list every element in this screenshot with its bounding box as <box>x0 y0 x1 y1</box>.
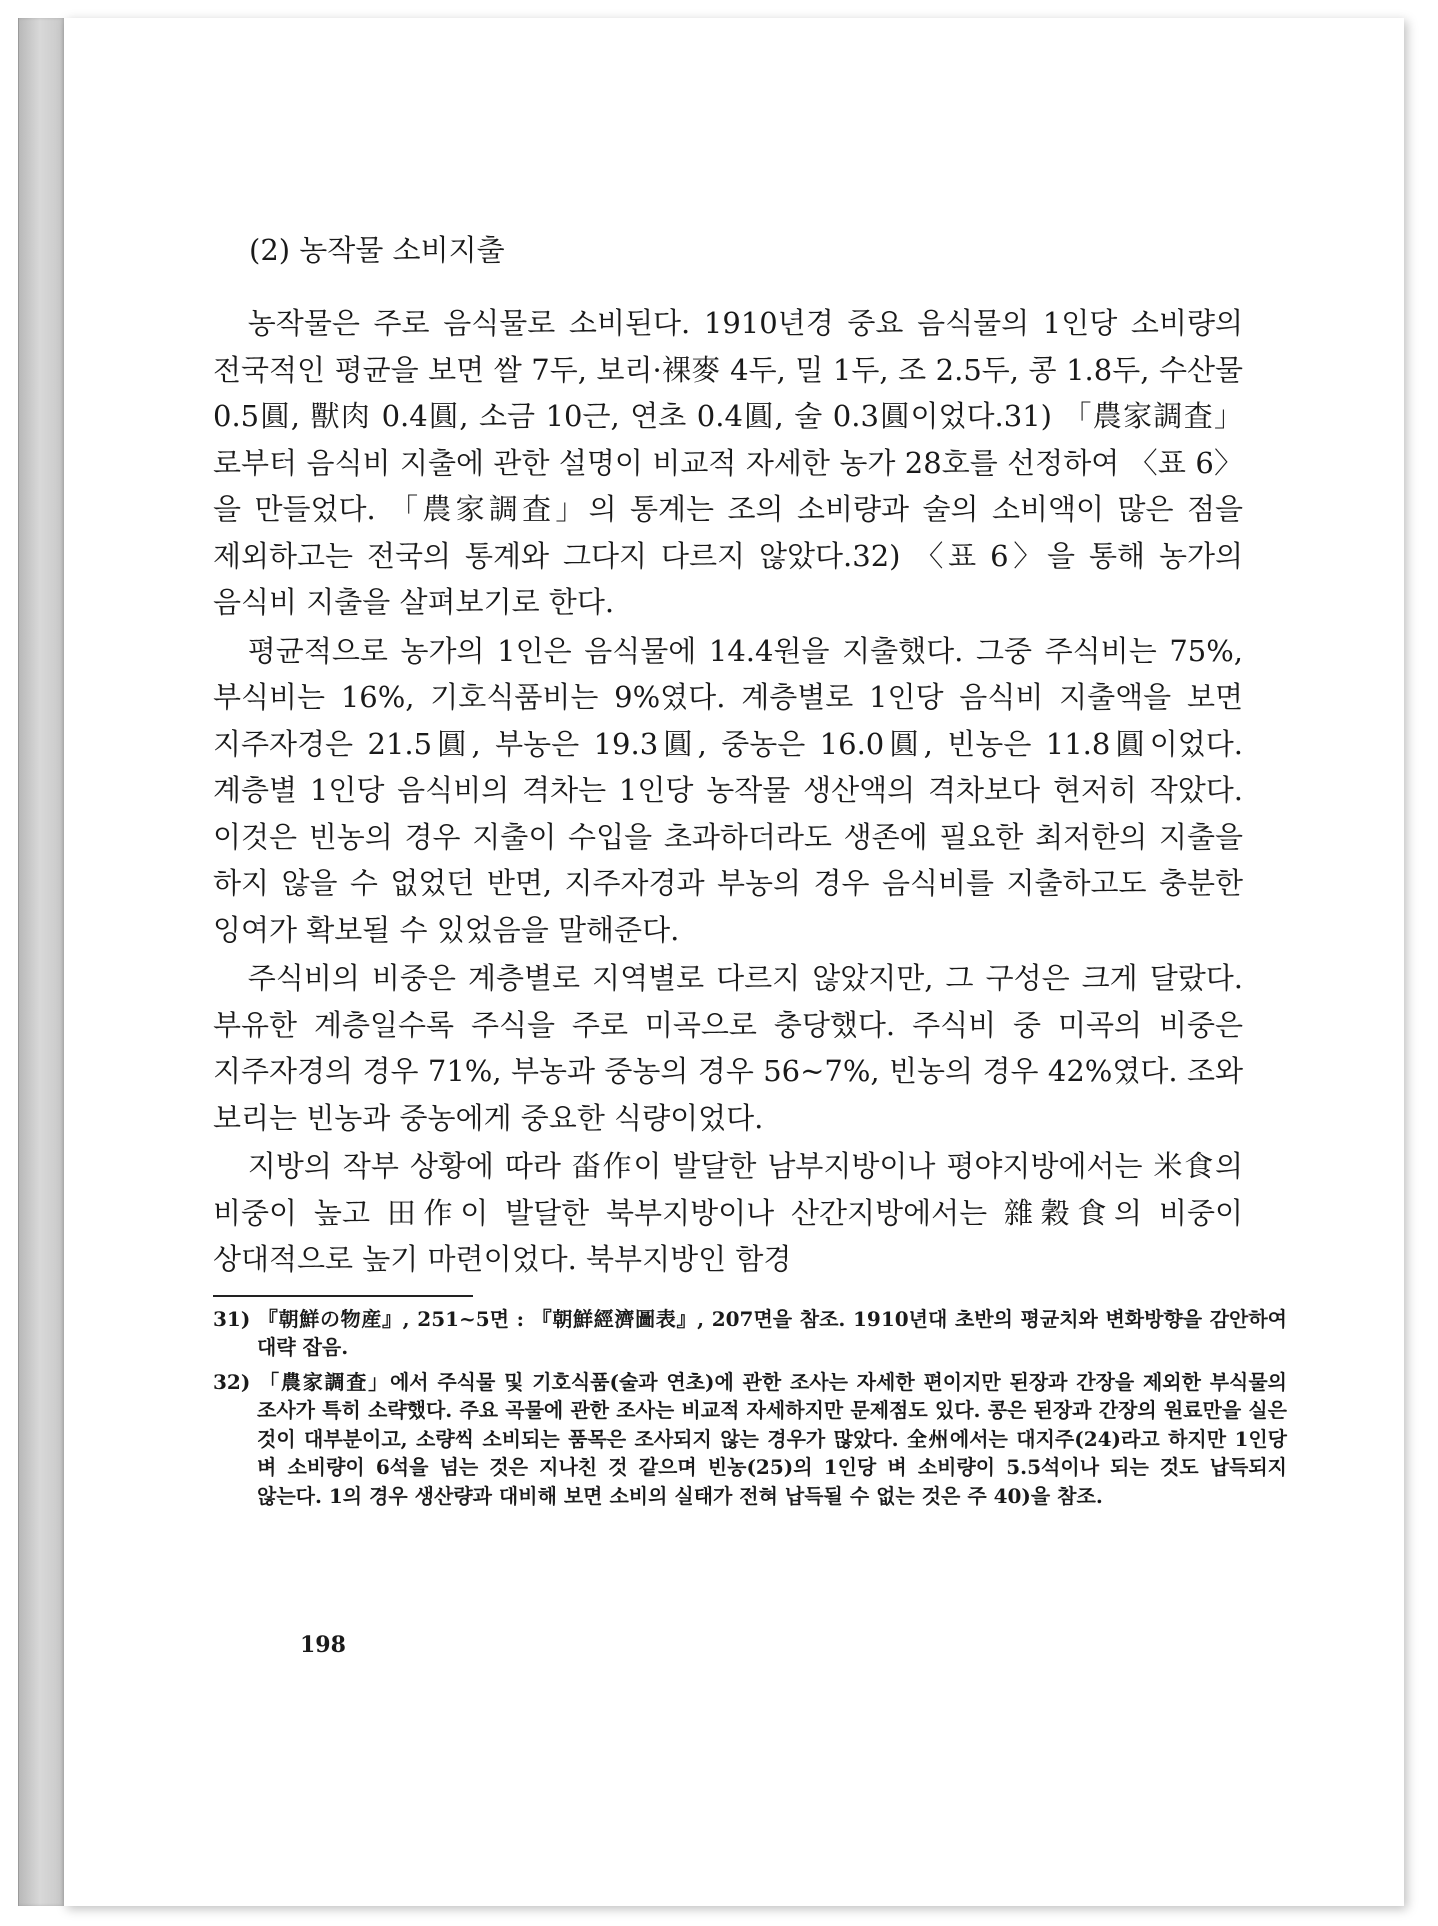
book-spine-edge <box>18 18 65 1906</box>
paragraph-1: 농작물은 주로 음식물로 소비된다. 1910년경 중요 음식물의 1인당 소비량의 전국적인 평균을 보면 쌀 7두, 보리·裸麥 4두, 밀 1두, 조 2.5두, 콩 1.8두, 수산물 0.5圓, 獸肉 0.4圓, 소금 10근, 연초 0.4圓, 술 0.3圓이었다.31) 「農家調査」로부터 음식비 지출에 관한 설명이 비교적 자세한 농가 28호를 선정하여 〈표 6〉을 만들었다. 「農家調査」의 통계는 조의 소비량과 술의 소비액이 많은 점을 제외하고는 전국의 통계와 그다지 다르지 않았다.32) 〈표 6〉을 통해 농가의 음식비 지출을 살펴보기로 한다. <box>213 306 1243 619</box>
footnote-32: 32) 「農家調査」에서 주식물 및 기호식품(술과 연초)에 관한 조사는 자세한 편이지만 된장과 간장을 제외한 부식물의 조사가 특히 소략했다. 주요 곡물에 관한 조사는 비교적 자세하지만 문제점도 있다. 콩은 된장과 간장의 원료만을 실은 것이 대부분이고, 소량씩 소비되는 품목은 조사되지 않는 경우가 많았다. 全州에서는 대지주(24)라고 하지만 1인당 벼 소비량이 6석을 넘는 것은 지나친 것 같으며 빈농(25)의 1인당 벼 소비량이 5.5석이나 되는 것도 납득되지 않는다. 1의 경우 생산량과 대비해 보면 소비의 실태가 전혀 납득될 수 없는 것은 주 40)을 참조. <box>213 1369 1287 1508</box>
paragraph-3: 주식비의 비중은 계층별로 지역별로 다르지 않았지만, 그 구성은 크게 달랐다. 부유한 계층일수록 주식을 주로 미곡으로 충당했다. 주식비 중 미곡의 비중은 지주자경의 경우 71%, 부농과 중농의 경우 56~7%, 빈농의 경우 42%였다. 조와 보리는 빈농과 중농에게 중요한 식량이었다. <box>213 961 1243 1135</box>
footnote-divider <box>213 1295 473 1297</box>
footnote-31: 31) 『朝鮮の物産』, 251~5면 : 『朝鮮經濟圖表』, 207면을 참조. 1910년대 초반의 평균치와 변화방향을 감안하여 대략 잡음. <box>213 1306 1287 1359</box>
page-content <box>213 230 1287 1516</box>
paragraph-4: 지방의 작부 상황에 따라 畓作이 발달한 남부지방이나 평야지방에서는 米食의 비중이 높고 田作이 발달한 북부지방이나 산간지방에서는 雜穀食의 비중이 상대적으로 높기 마련이었다. 북부지방인 함경 <box>213 1149 1243 1276</box>
section-heading: (2) 농작물 소비지출 <box>249 233 505 267</box>
page-number: 198 <box>300 1632 346 1658</box>
paragraph-2: 평균적으로 농가의 1인은 음식물에 14.4원을 지출했다. 그중 주식비는 75%, 부식비는 16%, 기호식품비는 9%였다. 계층별로 1인당 음식비 지출액을 보면 지주자경은 21.5圓, 부농은 19.3圓, 중농은 16.0圓, 빈농은 11.8圓이었다. 계층별 1인당 음식비의 격차는 1인당 농작물 생산액의 격차보다 현저히 작았다. 이것은 빈농의 경우 지출이 수입을 초과하더라도 생존에 필요한 최저한의 지출을 하지 않을 수 없었던 반면, 지주자경과 부농의 경우 음식비를 지출하고도 충분한 잉여가 확보될 수 있었음을 말해준다. <box>213 633 1243 947</box>
footnotes <box>213 1305 1287 1511</box>
